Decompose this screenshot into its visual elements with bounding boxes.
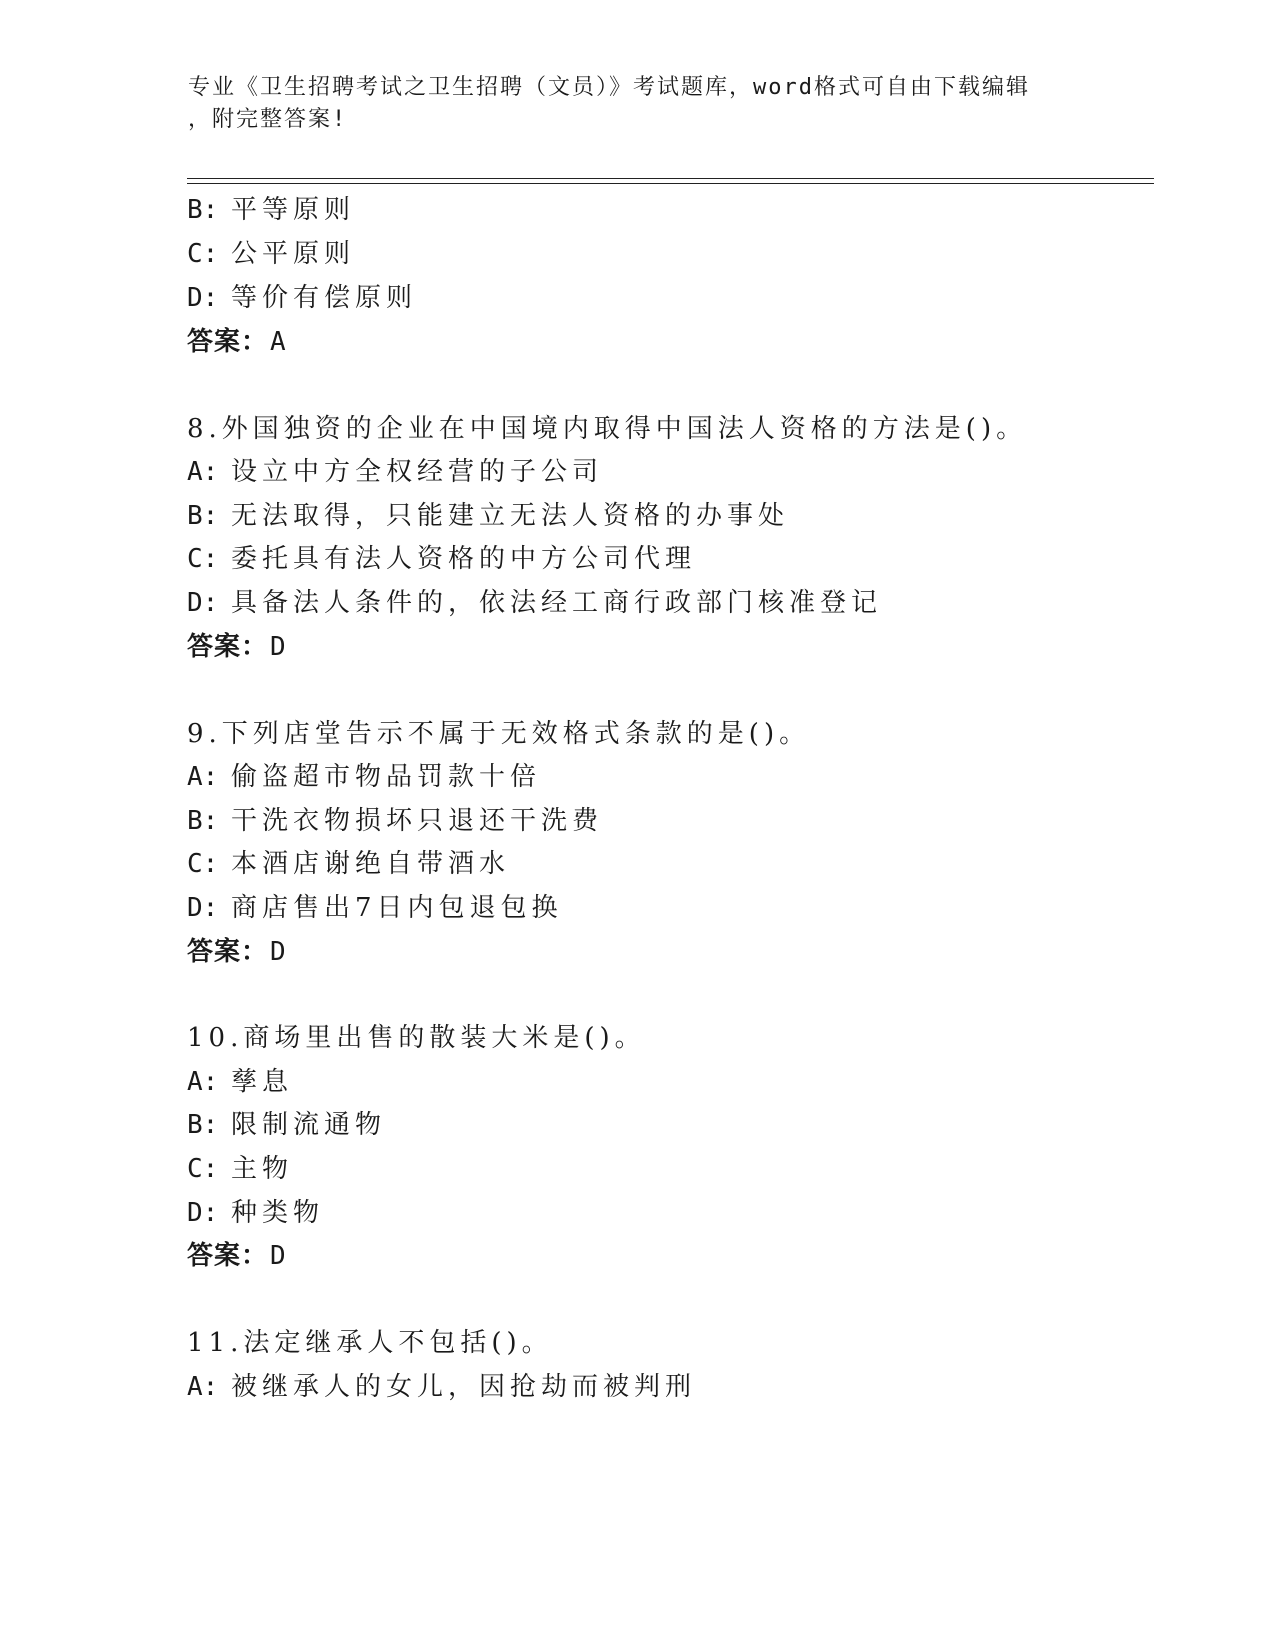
q10-option-b (187, 1108, 386, 1142)
option-label: D: (187, 893, 219, 923)
option-label: D: (187, 283, 219, 313)
option-text: 设立中方全权经营的子公司 (231, 457, 604, 487)
header-title-line-1: 专业《卫生招聘考试之卫生招聘（文员）》考试题库，word格式可自由下载编辑 (188, 75, 1030, 100)
option-text: 被继承人的女儿，因抢劫而被判刑 (231, 1372, 697, 1402)
answer-label: 答案： (187, 327, 269, 357)
option-d (187, 281, 417, 315)
q9-option-b (187, 804, 603, 838)
question-10: 10.商场里出售的散装大米是()。 (187, 1023, 646, 1053)
answer-value: D (270, 1241, 287, 1271)
option-label: A: (187, 1067, 219, 1097)
question-11: 11.法定继承人不包括()。 (187, 1328, 553, 1358)
option-label: C: (187, 849, 219, 879)
option-label: D: (187, 1198, 219, 1228)
option-label: B: (187, 501, 219, 531)
q10-option-d (187, 1196, 324, 1230)
question-9: 9.下列店堂告示不属于无效格式条款的是()。 (187, 719, 811, 749)
answer-label: 答案： (187, 632, 269, 662)
option-label: A: (187, 457, 219, 487)
option-text: 等价有偿原则 (231, 283, 418, 313)
option-label: B: (187, 806, 219, 836)
q9-option-c (187, 847, 510, 881)
option-text: 干洗衣物损坏只退还干洗费 (231, 806, 604, 836)
option-text: 无法取得，只能建立无法人资格的办事处 (231, 501, 790, 531)
q8-option-b (187, 499, 789, 533)
option-text: 公平原则 (231, 239, 356, 269)
answer-line (187, 325, 287, 359)
option-text: 委托具有法人资格的中方公司代理 (231, 544, 697, 574)
header-title-line-2: ，附完整答案! (188, 107, 348, 132)
answer-value: D (270, 632, 287, 662)
option-text: 限制流通物 (231, 1110, 387, 1140)
answer-label: 答案： (187, 937, 269, 967)
q10-option-c (187, 1152, 293, 1186)
option-label: C: (187, 544, 219, 574)
document-header (188, 72, 1088, 136)
q9-option-a (187, 760, 541, 794)
answer-value: A (270, 327, 287, 357)
header-divider-bottom (187, 183, 1154, 184)
option-label: B: (187, 1110, 219, 1140)
option-label: C: (187, 1154, 219, 1184)
q8-option-d (187, 586, 882, 620)
q9-answer-line (187, 935, 287, 969)
option-text: 主物 (231, 1154, 294, 1184)
q8-option-c (187, 542, 696, 576)
answer-value: D (270, 937, 287, 967)
q10-answer-line (187, 1239, 287, 1273)
option-text: 具备法人条件的，依法经工商行政部门核准登记 (231, 588, 883, 618)
q8-option-a (187, 455, 603, 489)
option-label: A: (187, 762, 219, 792)
option-label: B: (187, 195, 219, 225)
option-label: D: (187, 588, 219, 618)
header-divider-top (187, 178, 1154, 179)
option-text: 偷盗超市物品罚款十倍 (231, 762, 542, 792)
option-text: 商店售出7日内包退包换 (231, 893, 563, 923)
q10-option-a (187, 1065, 293, 1099)
option-label: C: (187, 239, 219, 269)
option-b (187, 193, 355, 227)
question-8: 8.外国独资的企业在中国境内取得中国法人资格的方法是()。 (187, 414, 1028, 444)
option-c (187, 237, 355, 271)
option-text: 种类物 (231, 1198, 325, 1228)
option-text: 平等原则 (231, 195, 356, 225)
answer-label: 答案： (187, 1241, 269, 1271)
q11-option-a (187, 1370, 696, 1404)
option-text: 孳息 (231, 1067, 294, 1097)
q8-answer-line (187, 630, 287, 664)
q9-option-d (187, 891, 563, 925)
option-text: 本酒店谢绝自带酒水 (231, 849, 511, 879)
option-label: A: (187, 1372, 219, 1402)
